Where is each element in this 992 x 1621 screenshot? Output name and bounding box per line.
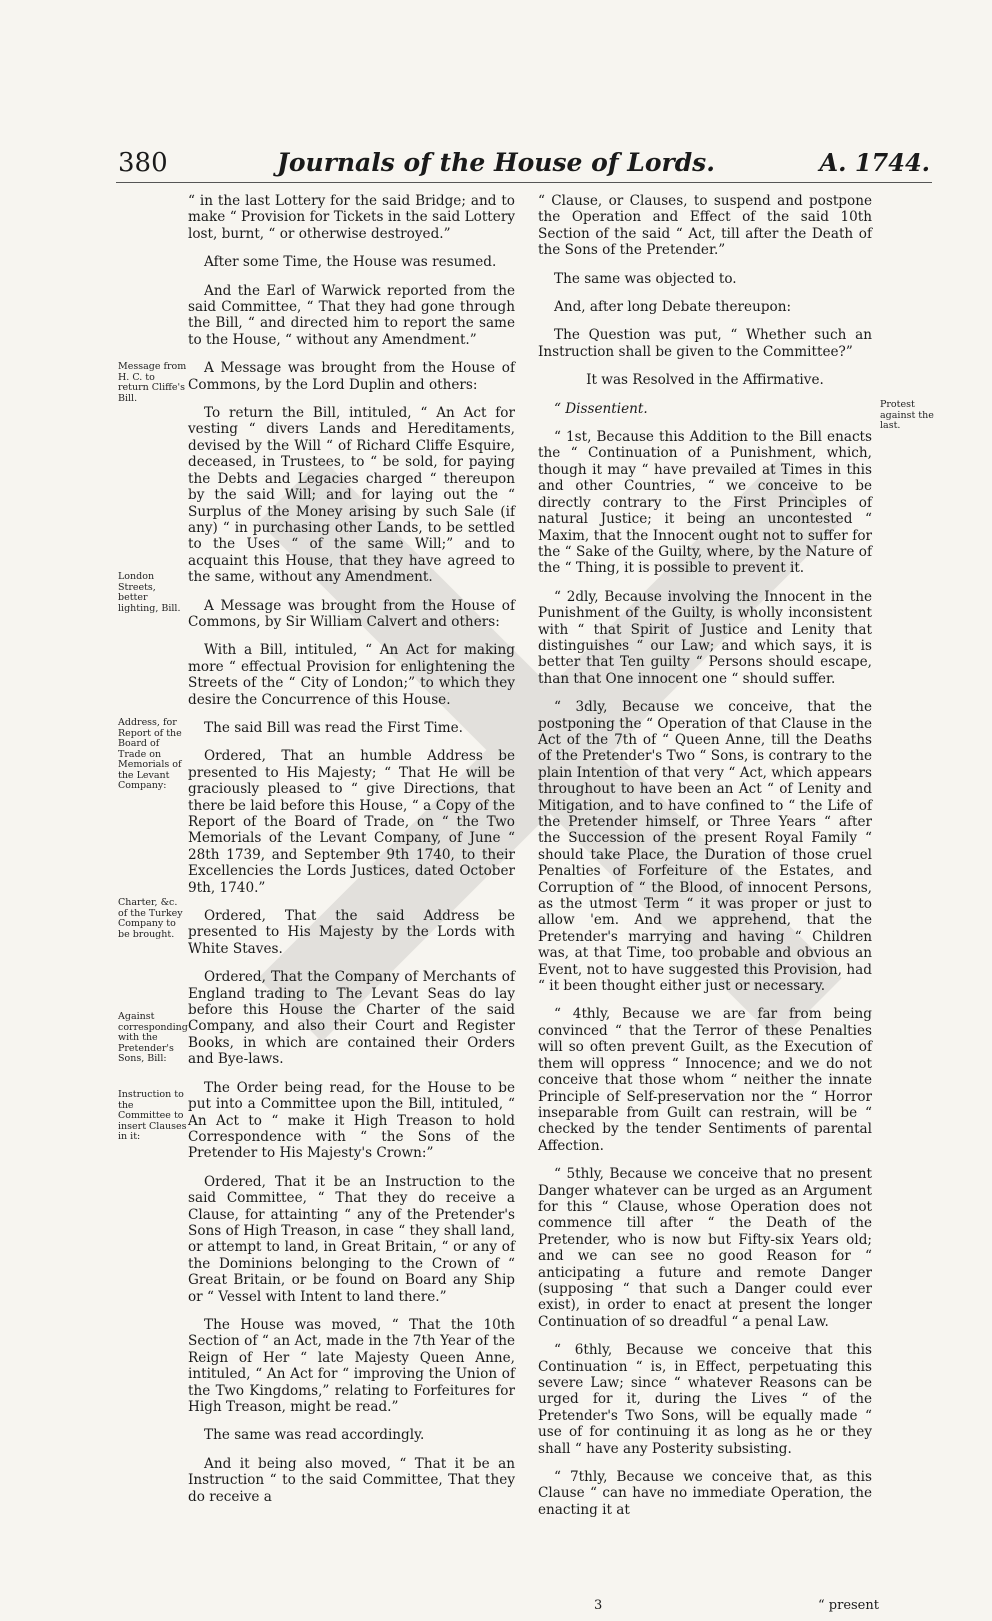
- paragraph: “ 1st, Because this Addition to the Bill enacts the “ Continuation of a Punishment, which, though it may “ have prevailed at Times in this and other Countries, “ we conceive to be directly contrary to the First Principles of natural Justice; it being an uncontested “ Maxim, that the Innocent ought not to suffer for the “ Sake of the Guilty, where, by the Nature of the “ Thing, it is possible to prevent it.: [538, 429, 872, 577]
- paragraph: The House was moved, “ That the 10th Section of “ an Act, made in the 7th Year of the Reign of Her “ late Majesty Queen Anne, intituled, “ An Act for “ improving the Union of the Two Kingdoms,” relating to Forfeitures for High Treason, might be read.”: [188, 1316, 515, 1415]
- margin-note-against: Against corresponding with the Pretender's Sons, Bill:: [118, 1011, 188, 1064]
- paragraph: Ordered, That the said Address be presented to His Majesty by the Lords with White Staves.: [188, 908, 515, 957]
- paragraph: “ 7thly, Because we conceive that, as this Clause “ can have no immediate Operation, the enacting it at: [538, 1469, 872, 1518]
- dissentient-heading: “ Dissentient.: [554, 400, 648, 417]
- page-header: [0, 148, 992, 188]
- paragraph: Ordered, That it be an Instruction to the said Committee, “ That they do receive a Clause, for attainting “ any of the Pretender's Sons of High Treason, in case “ they shall land, or attempt to land, in Great Britain, “ or any of the Dominions belonging to the Crown of “ Great Britain, or be found on Board any Ship or “ Vessel with Intent to land there.”: [188, 1173, 515, 1305]
- header-rule: [116, 182, 932, 183]
- paragraph: “ 4thly, Because we are far from being convinced “ that the Terror of these Penalties will so often prevent Guilt, as the Execution of them will oppress “ Innocence; and we do not conceive that those whom “ neither the innate Principle of Self-preservation nor the “ Horror inseparable from Guilt can restrain, will be “ checked by the tender Sentiments of parental Affection.: [538, 1006, 872, 1154]
- paragraph: “ 6thly, Because we conceive that this Continuation “ is, in Effect, perpetuating this severe Law; since “ whatever Reasons can be urged for it, during the Lives “ of the Pretender's Two Sons, will be equally made “ use of for continuing it as long as he or they shall “ have any Posterity subsisting.: [538, 1342, 872, 1457]
- paragraph: Ordered, That the Company of Merchants of England trading to The Levant Seas do lay before this House the Charter of the said Company, and also their Court and Register Books, in which are contained their Orders and Bye-laws.: [188, 969, 515, 1068]
- catchword: “ present: [818, 1598, 879, 1613]
- paragraph: The Question was put, “ Whether such an Instruction shall be given to the Committee?”: [538, 327, 872, 360]
- margin-note-london: London Streets, better lighting, Bill.: [118, 571, 181, 614]
- paragraph: It was Resolved in the Affirmative.: [586, 372, 824, 389]
- left-column: [188, 193, 515, 1517]
- margin-note-charter: Charter, &c. of the Turkey Company to be brought.: [118, 897, 183, 940]
- paragraph: A Message was brought from the House of Commons, by the Lord Duplin and others:: [188, 360, 515, 393]
- paragraph: The said Bill was read the First Time.: [204, 719, 463, 736]
- paragraph: “ Clause, or Clauses, to suspend and postpone the Operation and Effect of the said 10th Section of the said “ Act, till after the Death of the Sons of the Pretender.”: [538, 193, 872, 259]
- page-number: 380: [118, 148, 168, 178]
- paragraph: After some Time, the House was resumed.: [204, 254, 497, 271]
- year-marker: A. 1744.: [819, 148, 930, 177]
- paragraph: To return the Bill, intituled, “ An Act for vesting “ divers Lands and Hereditaments, devised by the Will “ of Richard Cliffe Esquire, deceased, in Trustees, to “ be sold, for paying the Debts and Legacies charged “ thereupon by the said Will; and for laying out the “ Surplus of the Money arising by such Sale (if any) “ in purchasing other Lands, to be settled to the Uses “ of the same Will;” and to acquaint this House, that they have agreed to the same, without any Amendment.: [188, 405, 515, 586]
- paragraph: And the Earl of Warwick reported from the said Committee, “ That they had gone through the Bill, “ and directed him to report the same to the House, “ without any Amendment.”: [188, 282, 515, 348]
- paragraph: The same was objected to.: [554, 270, 737, 287]
- paragraph: “ 5thly, Because we conceive that no present Danger whatever can be urged as an Argument for this “ Clause, whose Operation does not commence till after “ the Death of the Pretender, who is now but Fifty-six Years old; and we can see no good Reason for “ anticipating a future and remote Danger (supposing “ that such a Danger could ever exist), in order to enact at present the longer Continuation of so dreadful “ a penal Law.: [538, 1166, 872, 1330]
- running-title: Journals of the House of Lords.: [277, 148, 715, 177]
- signature-mark: 3: [594, 1598, 603, 1613]
- paragraph: And, after long Debate thereupon:: [554, 299, 792, 316]
- paragraph: The Order being read, for the House to be put into a Committee upon the Bill, intituled, “ An Act to “ make it High Treason to hold Correspondence with “ the Sons of the Pretender to His Majesty's Crown:”: [188, 1079, 515, 1162]
- paragraph: “ 3dly, Because we conceive, that the postponing the “ Operation of that Clause in the Act of the 7th of “ Queen Anne, till the Deaths of the Pretender's Two “ Sons, is contrary to the plain Intention of that very “ Act, which appears throughout to have been an Act “ of Lenity and Mitigation, and to have confined to “ the Life of the Pretender himself, or Three Years “ after the Succession of the present Royal Family “ should take Place, the Duration of those cruel Penalties of Forfeiture of the Estates, and Corruption of “ the Blood, of innocent Persons, as the utmost Term “ it was proper or just to allow 'em. And we apprehend, that the Pretender's marrying and having “ Children was, at that Time, too probable and obvious an Event, not to have suggested this Provision, had “ it been thought either just or necessary.: [538, 699, 872, 995]
- margin-note-instruction: Instruction to the Committee to insert Clauses in it:: [118, 1089, 187, 1142]
- paragraph: With a Bill, intituled, “ An Act for making more “ effectual Provision for enlightening the Streets of the “ City of London;” to which they desire the Concurrence of this House.: [188, 642, 515, 708]
- paragraph: “ 2dly, Because involving the Innocent in the Punishment of the Guilty, is wholly inconsistent with “ that Spirit of Justice and Lenity that distinguishes “ our Law; and which says, it is better that Ten guilty “ Persons should escape, than that One innocent one “ should suffer.: [538, 588, 872, 687]
- paragraph: Ordered, That an humble Address be presented to His Majesty; “ That He will be graciously pleased to “ give Directions, that there be laid before this House, “ a Copy of the Report of the Board of Trade, on “ the Two Memorials of the Levant Company, of June “ 28th 1739, and September 9th 1740, to their Excellencies the Lords Justices, dated October 9th, 1740.”: [188, 748, 515, 896]
- paragraph: A Message was brought from the House of Commons, by Sir William Calvert and others:: [188, 597, 515, 630]
- margin-note-protest: Protest against the last.: [880, 399, 934, 431]
- right-column: [538, 193, 872, 1530]
- margin-note-cliffe: Message from H. C. to return Cliffe's Bill.: [118, 361, 187, 404]
- paragraph: “ in the last Lottery for the said Bridge; and to make “ Provision for Tickets in the said Lottery lost, burnt, “ or otherwise destroyed.”: [188, 193, 515, 242]
- paragraph: The same was read accordingly.: [204, 1427, 425, 1444]
- margin-note-address: Address, for Report of the Board of Trade on Memorials of the Levant Company:: [118, 717, 182, 791]
- paragraph: And it being also moved, “ That it be an Instruction “ to the said Committee, That they do receive a: [188, 1455, 515, 1505]
